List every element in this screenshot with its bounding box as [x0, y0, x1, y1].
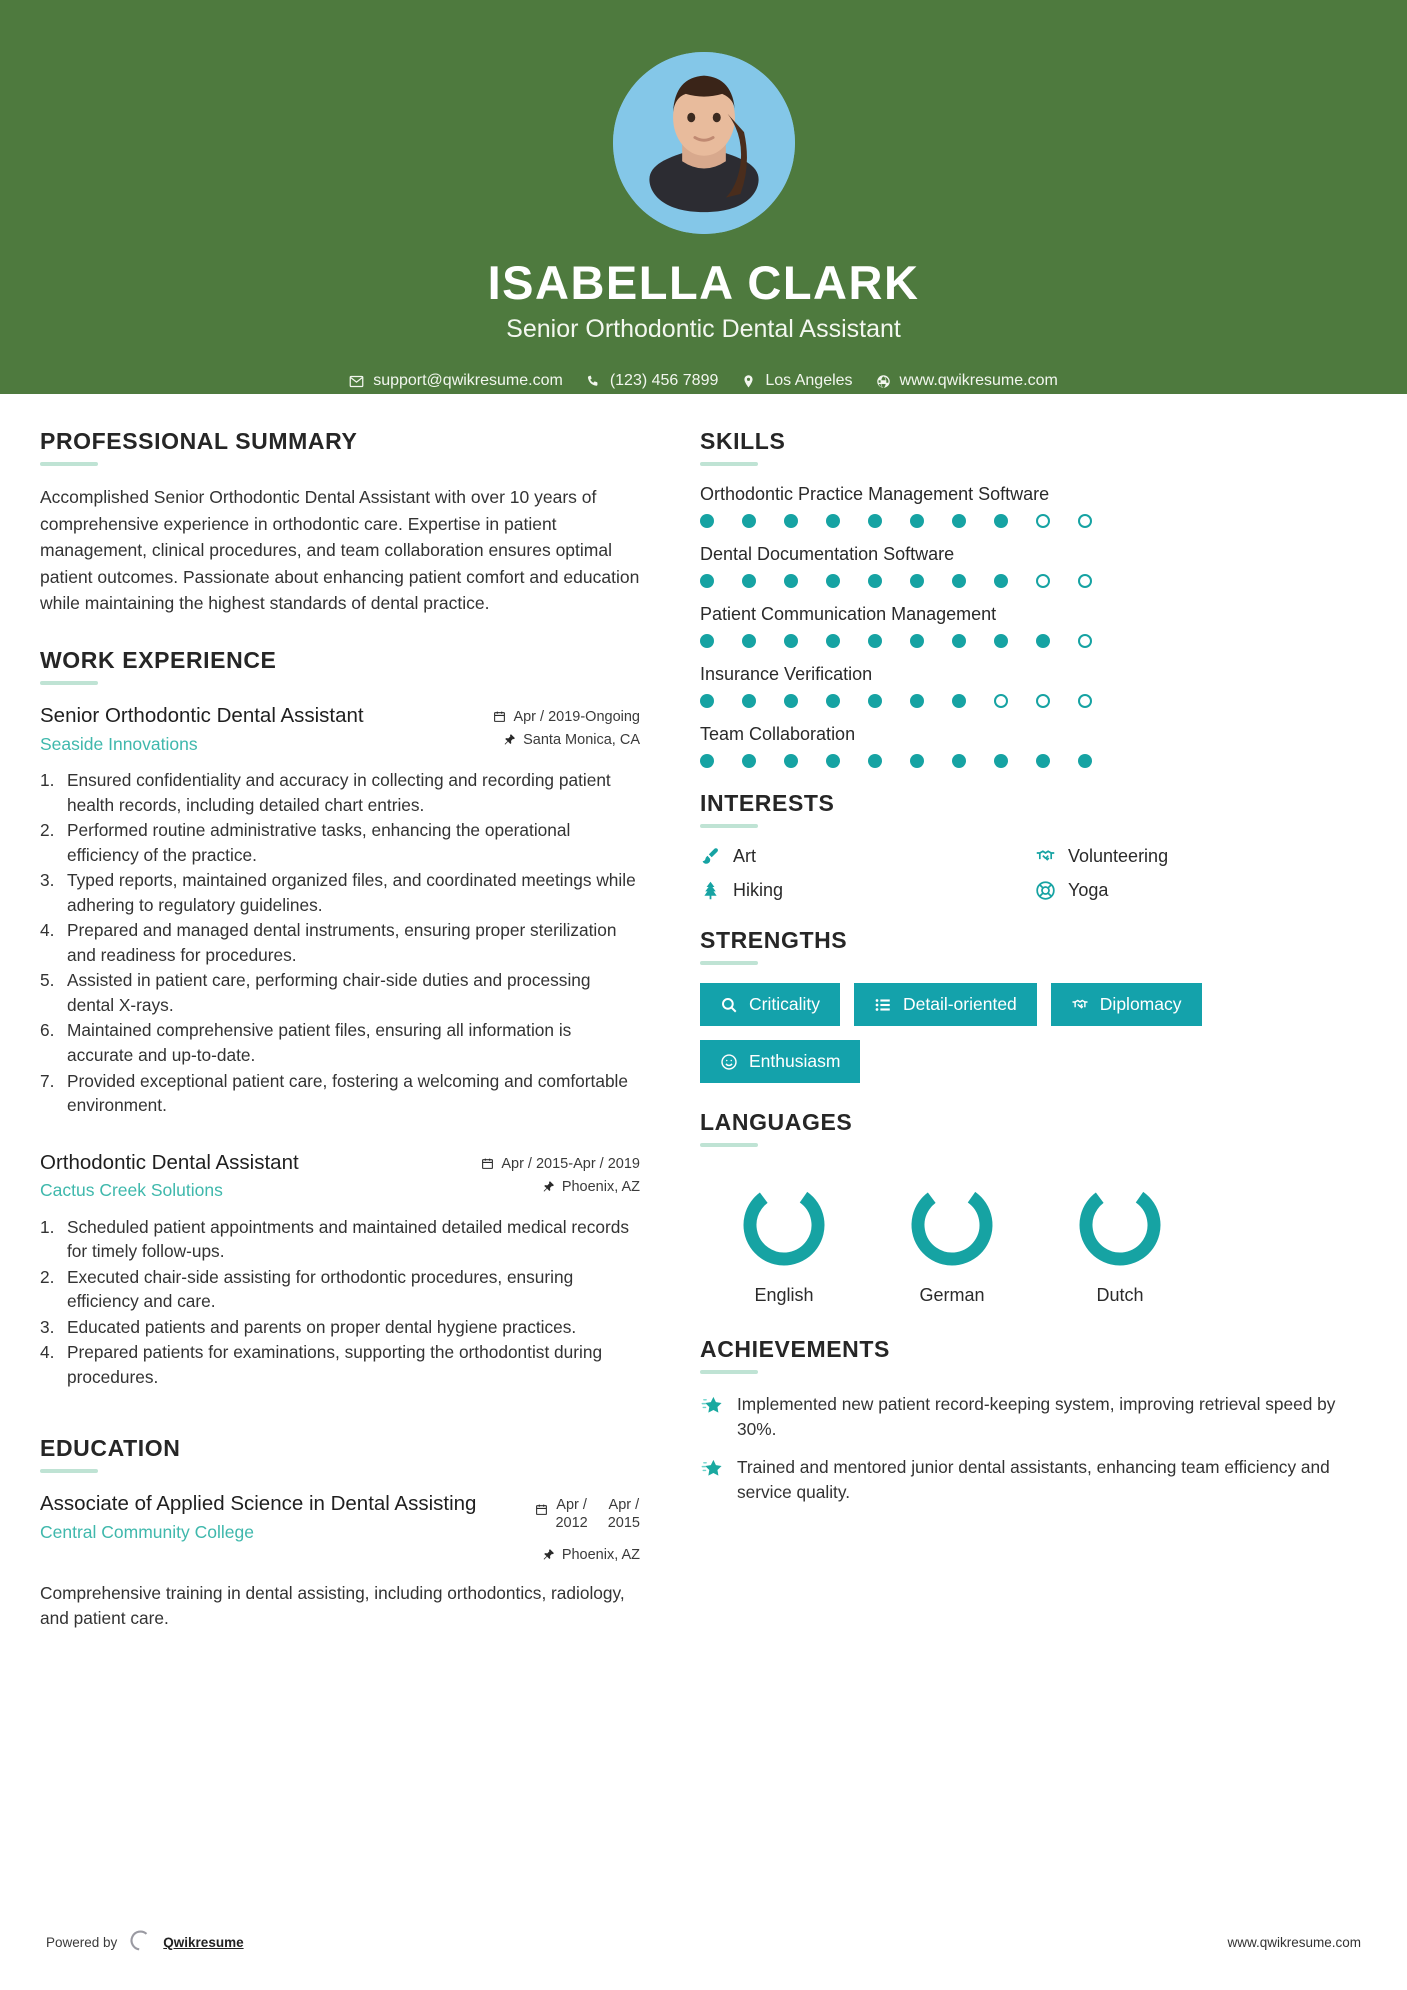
work-bullets [40, 1215, 640, 1390]
qwikresume-logo-icon [127, 1929, 153, 1955]
work-entry-meta [493, 703, 640, 755]
education-location-value: Phoenix, AZ [561, 1546, 640, 1563]
contact-email-value: support@qwikresume.com [373, 372, 563, 390]
strengths-list [700, 983, 1370, 1083]
education-description: Comprehensive training in dental assisting, including orthodontics, radiology, and patient care. [40, 1582, 625, 1628]
achievement-item [700, 1392, 1370, 1441]
magnifier-icon [720, 996, 738, 1014]
left-column [40, 428, 640, 1637]
skill-dot-empty [1036, 514, 1078, 528]
education-school: Central Community College [40, 1522, 254, 1543]
contact-email[interactable] [342, 372, 570, 390]
interest-label: Art [733, 846, 757, 866]
section-rule [700, 961, 758, 965]
contact-row [0, 372, 1407, 390]
interest-label: Volunteering [1068, 846, 1169, 866]
skill-name: Dental Documentation Software [700, 544, 955, 564]
skill-dot-empty [1078, 694, 1120, 708]
section-interests [700, 790, 1370, 901]
section-strengths [700, 927, 1370, 1083]
section-education [40, 1435, 640, 1631]
skill-dot-filled [826, 754, 868, 768]
work-date-value: Apr / 2019-Ongoing [513, 708, 640, 725]
achievement-text: Trained and mentored junior dental assistants, enhancing team efficiency and service quality. [737, 1457, 1330, 1502]
envelope-icon [349, 374, 364, 389]
education-start-month: Apr / [556, 1497, 587, 1514]
language-donut-chart [738, 1179, 830, 1271]
education-end-date [608, 1497, 640, 1532]
education-entry-meta [535, 1491, 640, 1569]
skill-item [700, 664, 1370, 708]
skill-dot-filled [700, 694, 742, 708]
section-rule [700, 824, 758, 828]
skill-dot-filled [784, 694, 826, 708]
skill-dot-filled [826, 514, 868, 528]
language-name: Dutch [1096, 1285, 1144, 1305]
skill-level-meter [700, 514, 1370, 528]
section-achievements [700, 1336, 1370, 1504]
skill-name: Team Collaboration [700, 724, 856, 744]
interests-list [700, 846, 1370, 901]
work-bullet: Prepared patients for examinations, supporting the orthodontist during procedures. [67, 1342, 603, 1387]
strength-label: Detail-oriented [902, 994, 1017, 1014]
work-date [481, 1156, 640, 1172]
pushpin-icon [503, 733, 516, 746]
resume-body [0, 394, 1407, 1637]
work-entry [40, 1150, 640, 1390]
interest-label: Hiking [733, 880, 784, 900]
skill-dot-filled [952, 754, 994, 768]
skill-dot-filled [826, 574, 868, 588]
section-rule [40, 462, 98, 466]
interest-item [1035, 880, 1370, 901]
language-name: English [754, 1285, 814, 1305]
skill-dot-filled [910, 514, 952, 528]
skills-list [700, 484, 1370, 768]
skill-dot-empty [994, 694, 1036, 708]
strength-tag-diplomacy[interactable] [1051, 983, 1202, 1026]
resume-header [0, 0, 1407, 394]
education-start-year: 2012 [555, 1515, 588, 1532]
skill-dot-filled [868, 754, 910, 768]
contact-phone-value: (123) 456 7899 [609, 372, 719, 390]
paintbrush-icon [700, 846, 721, 867]
calendar-icon [535, 1503, 548, 1516]
skill-dot-filled [784, 634, 826, 648]
work-organization: Seaside Innovations [40, 733, 198, 754]
skill-dot-filled [952, 694, 994, 708]
skill-name: Insurance Verification [700, 664, 873, 684]
skill-dot-empty [1036, 694, 1078, 708]
skill-dot-empty [1078, 574, 1120, 588]
work-bullet: Executed chair-side assisting for orthodontic procedures, ensuring efficiency and care. [67, 1266, 574, 1312]
right-column [670, 428, 1370, 1637]
strength-tag-detail-oriented[interactable] [854, 983, 1037, 1026]
work-location-value: Phoenix, AZ [561, 1178, 640, 1195]
skill-name: Patient Communication Management [700, 604, 997, 624]
strength-label: Enthusiasm [749, 1051, 841, 1071]
skill-dot-filled [868, 514, 910, 528]
section-heading-work: WORK EXPERIENCE [40, 646, 277, 673]
strength-label: Criticality [749, 994, 820, 1014]
smiley-icon [720, 1053, 738, 1071]
work-bullet: Maintained comprehensive patient files, ensuring all information is accurate and up-to-date. [67, 1020, 572, 1065]
skill-dot-filled [994, 634, 1036, 648]
resume-footer [0, 1894, 1407, 1990]
skill-dot-filled [742, 514, 784, 528]
interest-item [700, 846, 1035, 867]
skill-dot-filled [952, 514, 994, 528]
skill-dot-filled [1078, 754, 1120, 768]
work-role: Senior Orthodontic Dental Assistant [40, 703, 364, 727]
skill-name: Orthodontic Practice Management Software [700, 484, 1050, 504]
star-icon [700, 1458, 723, 1481]
skill-item [700, 604, 1370, 648]
work-location-value: Santa Monica, CA [523, 731, 640, 748]
education-degree: Associate of Applied Science in Dental Assisting [40, 1492, 477, 1516]
skill-dot-filled [952, 574, 994, 588]
language-item [1036, 1179, 1204, 1306]
profile-photo-icon [613, 52, 795, 234]
section-rule [40, 681, 98, 685]
work-bullet: Prepared and managed dental instruments, ensuring proper sterilization and readiness for procedures. [67, 920, 617, 965]
avatar [613, 52, 795, 234]
contact-location-value: Los Angeles [765, 372, 853, 390]
star-icon [700, 1395, 723, 1418]
skill-dot-filled [700, 754, 742, 768]
skill-dot-filled [868, 634, 910, 648]
calendar-icon [481, 1157, 494, 1170]
work-date-value: Apr / 2015-Apr / 2019 [501, 1155, 640, 1172]
language-item [868, 1179, 1036, 1306]
contact-location[interactable] [734, 372, 859, 390]
work-entry-meta [481, 1150, 640, 1202]
section-heading-achievements: ACHIEVEMENTS [700, 1336, 890, 1362]
work-organization: Cactus Creek Solutions [40, 1180, 223, 1201]
skill-level-meter [700, 634, 1370, 648]
language-donut-chart [906, 1179, 998, 1271]
list-icon [874, 996, 892, 1014]
skill-dot-filled [784, 574, 826, 588]
skill-dot-filled [868, 574, 910, 588]
education-dates [535, 1497, 640, 1532]
footer-brand-block [46, 1929, 244, 1955]
strength-tag-enthusiasm[interactable] [700, 1040, 860, 1083]
work-entry-header [40, 1150, 640, 1202]
section-heading-strengths: STRENGTHS [700, 927, 848, 953]
work-bullet: Educated patients and parents on proper dental hygiene practices. [67, 1316, 577, 1337]
education-end-year: 2015 [607, 1515, 640, 1532]
contact-phone[interactable] [579, 372, 726, 390]
education-entry-header [40, 1491, 640, 1569]
footer-brand-name[interactable]: Qwikresume [163, 1934, 244, 1950]
skill-dot-filled [700, 574, 742, 588]
education-entry [40, 1491, 640, 1631]
section-work-experience [40, 647, 640, 1389]
footer-website[interactable]: www.qwikresume.com [1227, 1934, 1361, 1950]
skill-dot-filled [910, 694, 952, 708]
contact-website[interactable] [869, 372, 1065, 390]
section-heading-languages: LANGUAGES [700, 1109, 853, 1135]
skill-dot-filled [1036, 754, 1078, 768]
language-item [700, 1179, 868, 1306]
skill-dot-filled [868, 694, 910, 708]
skill-item [700, 724, 1370, 768]
handshake-icon [1071, 996, 1089, 1014]
section-languages [700, 1109, 1370, 1306]
education-location [535, 1547, 640, 1563]
skill-dot-filled [1036, 634, 1078, 648]
pushpin-icon [542, 1548, 555, 1561]
section-professional-summary [40, 428, 640, 617]
skill-dot-filled [742, 574, 784, 588]
work-bullet: Assisted in patient care, performing chair-side duties and processing dental X-rays. [67, 970, 591, 1015]
skill-item [700, 544, 1370, 588]
summary-text: Accomplished Senior Orthodontic Dental Assistant with over 10 years of comprehensive experience in orthodontic care. Expertise in patient management, clinical procedures, and team collaboration ensures optimal patient outcomes. Passionate about enhancing patient comfort and education while maintaining the highest standards of dental practice. [40, 487, 640, 614]
work-bullet: Ensured confidentiality and accuracy in collecting and recording patient health records, including detailed chart entries. [67, 769, 611, 815]
skill-dot-empty [1078, 514, 1120, 528]
strength-label: Diplomacy [1099, 994, 1182, 1014]
section-heading-interests: INTERESTS [700, 790, 835, 816]
map-pin-icon [741, 374, 756, 389]
skill-dot-filled [826, 634, 868, 648]
interest-item [1035, 846, 1370, 867]
skill-dot-filled [952, 634, 994, 648]
skill-dot-filled [742, 634, 784, 648]
pushpin-icon [542, 1180, 555, 1193]
skill-dot-filled [700, 514, 742, 528]
candidate-title: Senior Orthodontic Dental Assistant [506, 315, 901, 344]
language-donut-chart [1074, 1179, 1166, 1271]
skill-dot-filled [784, 754, 826, 768]
skill-dot-filled [994, 574, 1036, 588]
globe-icon [876, 374, 891, 389]
skill-dot-empty [1036, 574, 1078, 588]
contact-website-value: www.qwikresume.com [899, 372, 1058, 390]
skill-dot-filled [994, 514, 1036, 528]
education-end-month: Apr / [608, 1497, 640, 1514]
work-entry-header [40, 703, 640, 755]
interest-label: Yoga [1068, 880, 1109, 900]
section-rule [700, 1143, 758, 1147]
skill-level-meter [700, 694, 1370, 708]
strength-tag-criticality[interactable] [700, 983, 840, 1026]
work-role: Orthodontic Dental Assistant [40, 1150, 299, 1174]
section-heading-skills: SKILLS [700, 428, 786, 454]
lifebuoy-icon [1035, 880, 1056, 901]
skill-level-meter [700, 754, 1370, 768]
calendar-icon [493, 710, 506, 723]
skill-dot-filled [742, 754, 784, 768]
skill-dot-filled [826, 694, 868, 708]
section-skills [700, 428, 1370, 768]
section-heading-education: EDUCATION [40, 1435, 181, 1462]
skill-dot-filled [742, 694, 784, 708]
work-bullet: Typed reports, maintained organized files, and coordinated meetings while adhering to regulatory guidelines. [67, 870, 636, 915]
achievement-text: Implemented new patient record-keeping system, improving retrieval speed by 30%. [737, 1394, 1336, 1439]
skill-item [700, 484, 1370, 528]
work-date [493, 709, 640, 725]
section-rule [700, 1370, 758, 1374]
work-location [481, 1179, 640, 1195]
education-start-date [555, 1497, 587, 1532]
work-bullet: Provided exceptional patient care, fostering a welcoming and comfortable environment. [67, 1070, 628, 1116]
work-bullets [40, 768, 640, 1118]
work-entry [40, 703, 640, 1118]
achievement-item [700, 1455, 1370, 1504]
skill-dot-filled [910, 574, 952, 588]
skill-level-meter [700, 574, 1370, 588]
interest-item [700, 880, 1035, 901]
phone-icon [586, 374, 601, 389]
handshake-icon [1035, 846, 1056, 867]
work-bullet: Performed routine administrative tasks, enhancing the operational efficiency of the practice. [67, 820, 571, 865]
work-bullet: Scheduled patient appointments and maintained detailed medical records for timely follow-ups. [67, 1216, 630, 1262]
skill-dot-filled [700, 634, 742, 648]
skill-dot-filled [910, 634, 952, 648]
work-location [493, 732, 640, 748]
section-rule [700, 462, 758, 466]
candidate-name: ISABELLA CLARK [487, 256, 920, 309]
section-heading-summary: PROFESSIONAL SUMMARY [40, 428, 358, 454]
skill-dot-empty [1078, 634, 1120, 648]
languages-list [700, 1165, 1370, 1306]
skill-dot-filled [784, 514, 826, 528]
language-name: German [919, 1285, 985, 1305]
skill-dot-filled [994, 754, 1036, 768]
footer-powered-by: Powered by [46, 1934, 118, 1950]
tree-icon [700, 880, 721, 901]
section-rule [40, 1469, 98, 1473]
skill-dot-filled [910, 754, 952, 768]
